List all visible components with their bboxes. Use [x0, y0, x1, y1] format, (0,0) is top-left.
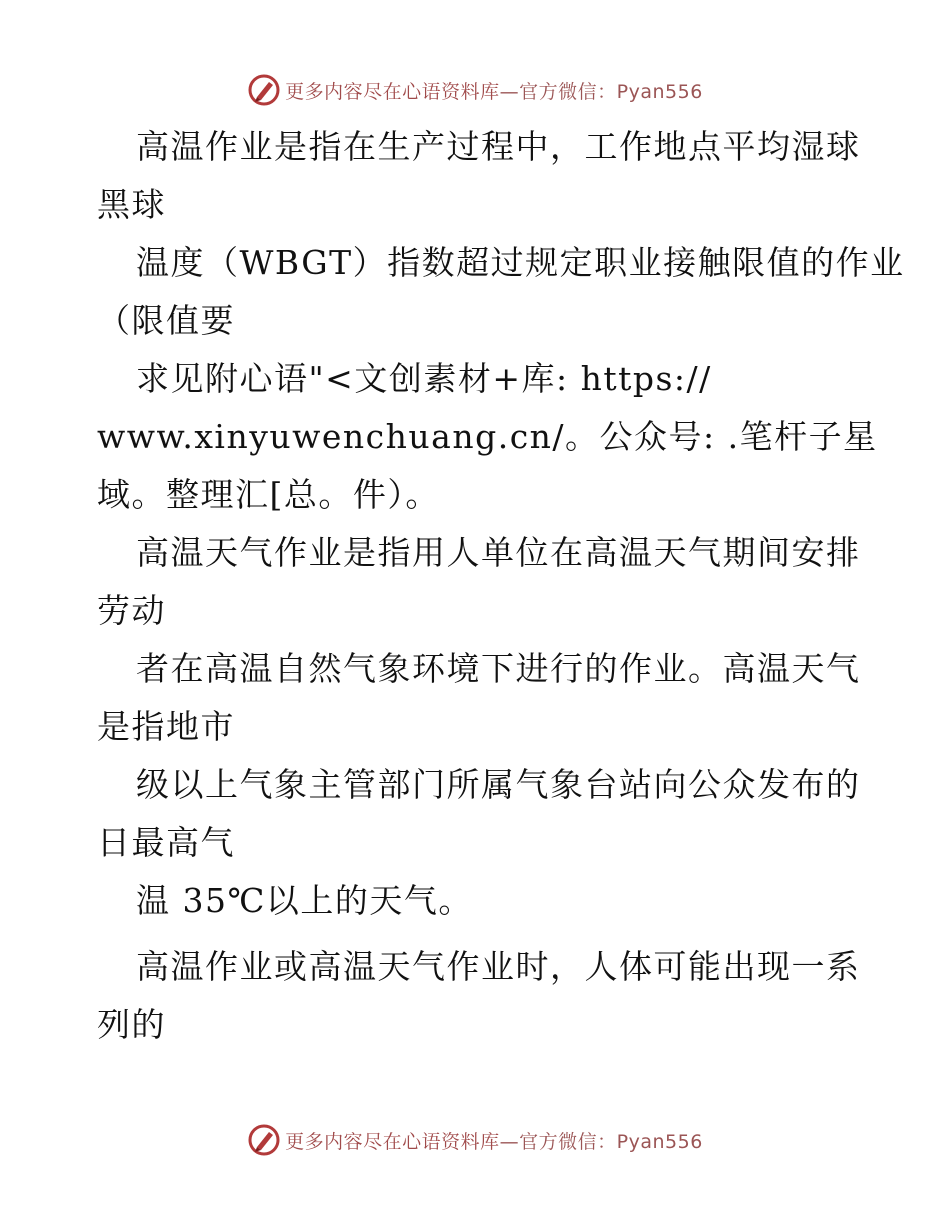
- body-line: 劳动: [97, 591, 166, 630]
- body-line: 者在高温自然气象环境下进行的作业。高温天气: [136, 649, 861, 688]
- body-line: 级以上气象主管部门所属气象台站向公众发布的: [136, 765, 861, 804]
- body-line: 是指地市: [97, 707, 235, 746]
- header-banner-text: 更多内容尽在心语资料库—官方微信：Pyan556: [285, 80, 703, 103]
- body-line: 高温天气作业是指用人单位在高温天气期间安排: [136, 533, 861, 572]
- pen-circle-logo-icon: [247, 1123, 281, 1157]
- body-line: www.xinyuwenchuang.cn/。公众号: .笔杆子星: [97, 417, 878, 456]
- footer-banner: [0, 1120, 950, 1160]
- pen-circle-logo-icon: [247, 73, 281, 107]
- body-line: 温度（WBGT）指数超过规定职业接触限值的作业: [136, 243, 905, 282]
- body-line: 日最高气: [97, 823, 235, 862]
- body-line: 高温作业是指在生产过程中，工作地点平均湿球: [136, 127, 861, 166]
- body-line: 求见附心语"<文创素材+库: https://: [136, 359, 712, 398]
- header-banner: [0, 70, 950, 110]
- body-line: 温 35℃以上的天气。: [136, 881, 473, 920]
- body-line: 高温作业或高温天气作业时，人体可能出现一系: [136, 947, 861, 986]
- body-line: （限值要: [97, 301, 235, 340]
- footer-banner-text: 更多内容尽在心语资料库—官方微信：Pyan556: [285, 1130, 703, 1153]
- body-line: 列的: [97, 1005, 166, 1044]
- body-line: 黑球: [97, 185, 166, 224]
- body-line: 域。整理汇[总。件）。: [97, 475, 440, 514]
